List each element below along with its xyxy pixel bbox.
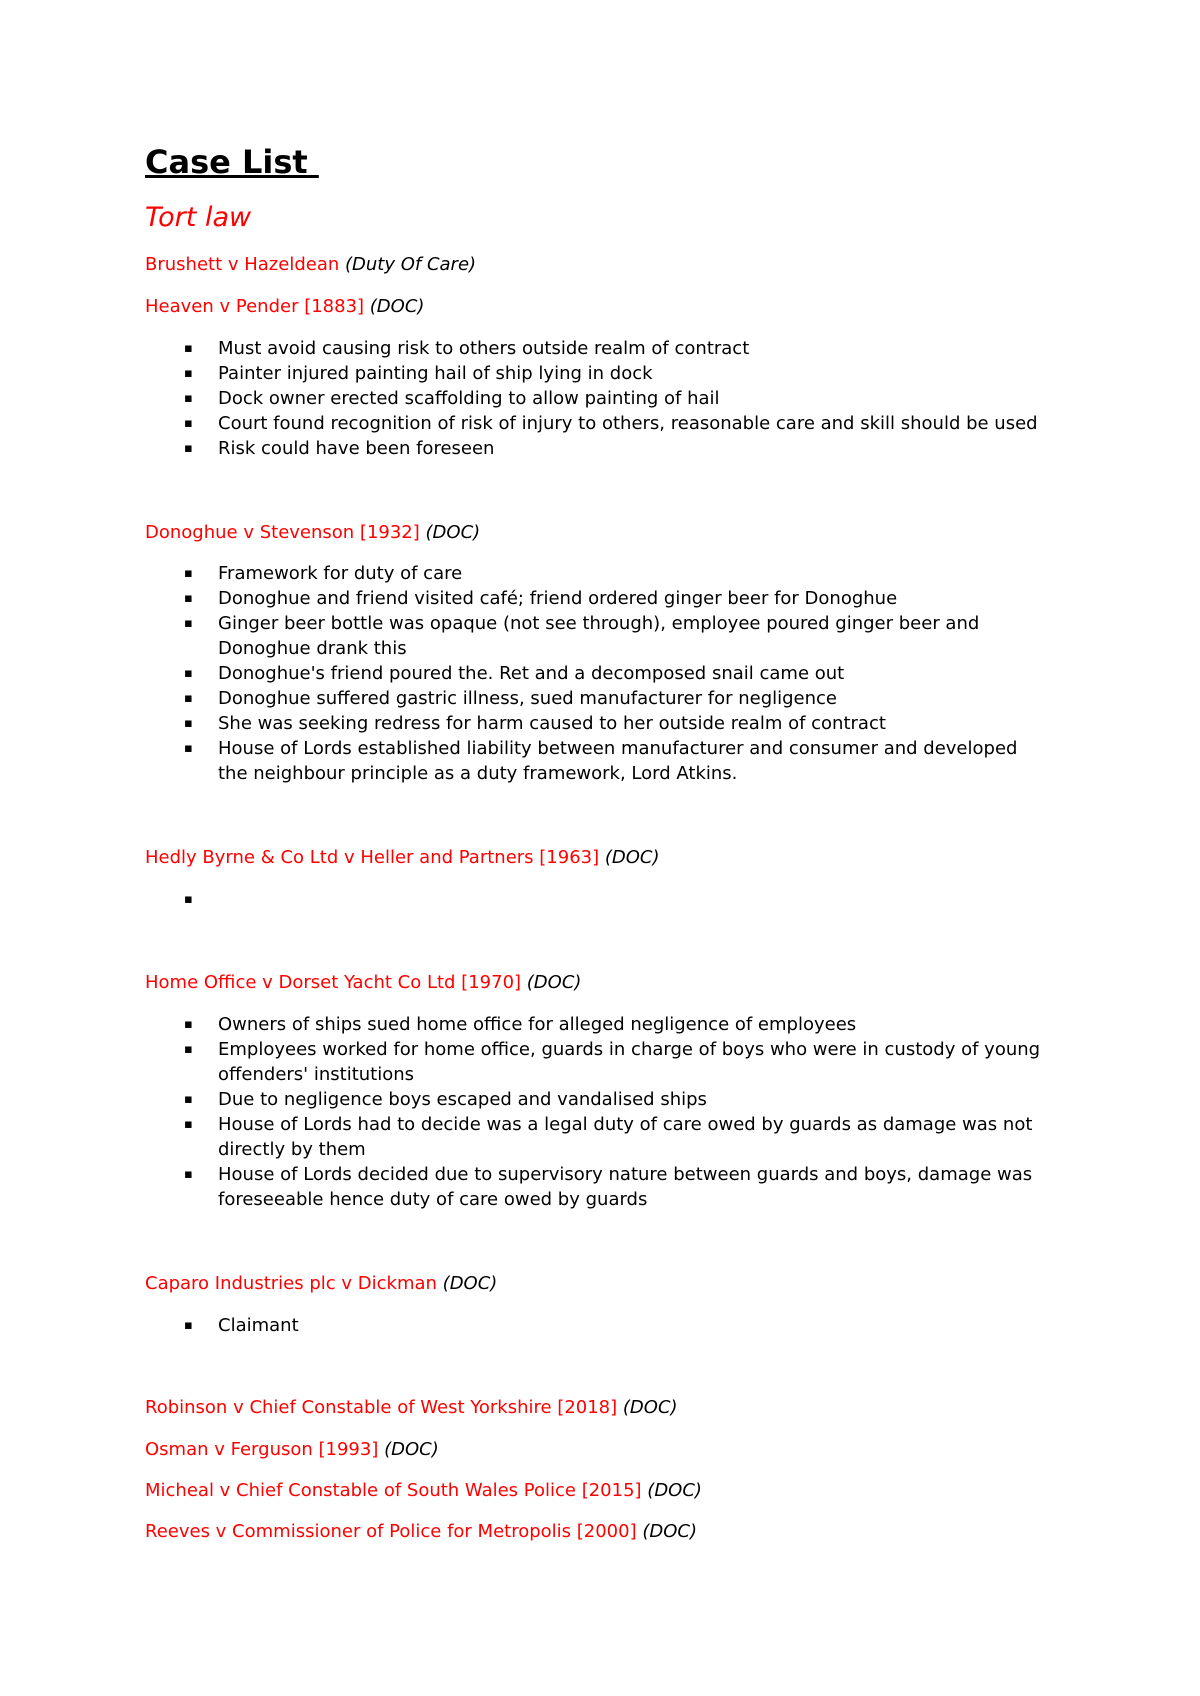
- case-heading: [145, 1520, 697, 1544]
- case-name: Micheal v Chief Constable of South Wales Police [2015]: [145, 1480, 642, 1501]
- list-item-text: Claimant: [218, 1315, 299, 1336]
- list-item-text: Framework for duty of care: [218, 563, 463, 584]
- case-tag: (DOC): [369, 296, 425, 317]
- list-item: [0, 1012, 1048, 1037]
- list-item-text: Donoghue's friend poured the. Ret and a decomposed snail came out: [218, 663, 845, 684]
- case-name: Osman v Ferguson [1993]: [145, 1439, 379, 1460]
- list-item: [0, 1313, 1048, 1338]
- list-item-text: House of Lords had to decide was a legal duty of care owed by guards as damage was not directly by them: [218, 1114, 1033, 1160]
- case-tag: (DOC): [442, 1273, 498, 1294]
- list-item: [0, 736, 1048, 786]
- bullet-icon: ▪: [184, 616, 193, 631]
- case-heading: [145, 253, 476, 277]
- list-item-text: House of Lords decided due to supervisory nature between guards and boys, damage was foreseeable hence duty of care owed by guards: [218, 1164, 1033, 1210]
- list-item-text: Donoghue suffered gastric illness, sued manufacturer for negligence: [218, 688, 837, 709]
- bullet-icon: ▪: [184, 1167, 193, 1182]
- list-item-text: Due to negligence boys escaped and vandalised ships: [218, 1089, 707, 1110]
- case-tag: (DOC): [425, 522, 481, 543]
- list-item: [0, 411, 1048, 436]
- list-item-text: Employees worked for home office, guards in charge of boys who were in custody of young offenders' institutions: [218, 1039, 1041, 1085]
- section-heading: Tort law: [145, 202, 252, 233]
- bullet-icon: ▪: [184, 1318, 193, 1333]
- bullet-list: [0, 1012, 1200, 1212]
- case-name: Robinson v Chief Constable of West Yorkshire [2018]: [145, 1397, 618, 1418]
- case-tag: (DOC): [647, 1480, 702, 1501]
- bullet-icon: ▪: [184, 716, 193, 731]
- bullet-icon: ▪: [184, 341, 193, 356]
- list-item: [0, 361, 1048, 386]
- case-name: Caparo Industries plc v Dickman: [145, 1273, 437, 1294]
- case-heading: [145, 846, 660, 870]
- bullet-list: [0, 1313, 1200, 1338]
- list-item-text: Must avoid causing risk to others outside realm of contract: [218, 338, 750, 359]
- bullet-icon: ▪: [184, 591, 193, 606]
- case-tag: (DOC): [604, 847, 660, 868]
- bullet-icon: ▪: [184, 1042, 193, 1057]
- list-item: [0, 1087, 1048, 1112]
- list-item: [0, 386, 1048, 411]
- bullet-icon: ▪: [184, 666, 193, 681]
- case-name: Reeves v Commissioner of Police for Metropolis [2000]: [145, 1521, 637, 1542]
- case-tag: (DOC): [526, 972, 582, 993]
- case-name: Brushett v Hazeldean: [145, 254, 340, 275]
- bullet-list: [0, 336, 1200, 461]
- bullet-icon: ▪: [184, 691, 193, 706]
- bullet-icon: ▪: [184, 416, 193, 431]
- list-item-text: Risk could have been foreseen: [218, 438, 495, 459]
- list-item-text: Court found recognition of risk of injury to others, reasonable care and skill should be used: [218, 413, 1038, 434]
- bullet-icon: ▪: [184, 566, 193, 581]
- case-heading: [145, 521, 480, 545]
- list-item: [0, 1112, 1048, 1162]
- case-name: Home Office v Dorset Yacht Co Ltd [1970]: [145, 972, 522, 993]
- bullet-list: [0, 561, 1200, 786]
- list-item-text: Owners of ships sued home office for alleged negligence of employees: [218, 1014, 857, 1035]
- list-item: [0, 611, 1048, 661]
- list-item-text: House of Lords established liability between manufacturer and consumer and developed the neighbour principle as a duty framework, Lord Atkins.: [218, 738, 1018, 784]
- case-heading: [145, 1396, 678, 1420]
- list-item-text: Donoghue and friend visited café; friend ordered ginger beer for Donoghue: [218, 588, 898, 609]
- list-item-text: Dock owner erected scaffolding to allow painting of hail: [218, 388, 720, 409]
- list-item: [0, 336, 1048, 361]
- case-tag: (DOC): [642, 1521, 697, 1542]
- list-item: [0, 436, 1048, 461]
- list-item: [0, 661, 1048, 686]
- case-name: Donoghue v Stevenson [1932]: [145, 522, 420, 543]
- bullet-icon: ▪: [184, 1092, 193, 1107]
- list-item: [0, 1162, 1048, 1212]
- case-heading: [145, 1438, 439, 1462]
- case-tag: (DOC): [622, 1397, 678, 1418]
- case-heading: [145, 971, 581, 995]
- case-name: Hedly Byrne & Co Ltd v Heller and Partners [1963]: [145, 847, 600, 868]
- page-title: Case List: [145, 143, 319, 181]
- case-heading: [145, 1272, 497, 1296]
- list-item: [0, 586, 1048, 611]
- bullet-icon: ▪: [184, 741, 193, 756]
- list-item-text: Painter injured painting hail of ship lying in dock: [218, 363, 653, 384]
- bullet-icon: ▪: [184, 441, 193, 456]
- list-item: [0, 561, 1048, 586]
- list-item: [0, 711, 1048, 736]
- bullet-icon: ▪: [184, 1017, 193, 1032]
- case-name: Heaven v Pender [1883]: [145, 296, 365, 317]
- bullet-icon: ▪: [184, 391, 193, 406]
- case-tag: (DOC): [384, 1439, 439, 1460]
- bullet-icon: ▪: [184, 892, 193, 907]
- list-item: [0, 1037, 1048, 1087]
- case-heading: [145, 295, 424, 319]
- list-item: [0, 686, 1048, 711]
- list-item-text: Ginger beer bottle was opaque (not see through), employee poured ginger beer and Donoghue drank this: [218, 613, 980, 659]
- case-heading: [145, 1479, 702, 1503]
- case-tag: (Duty Of Care): [345, 254, 477, 275]
- bullet-icon: ▪: [184, 366, 193, 381]
- list-item-text: She was seeking redress for harm caused to her outside realm of contract: [218, 713, 886, 734]
- bullet-icon: ▪: [184, 1117, 193, 1132]
